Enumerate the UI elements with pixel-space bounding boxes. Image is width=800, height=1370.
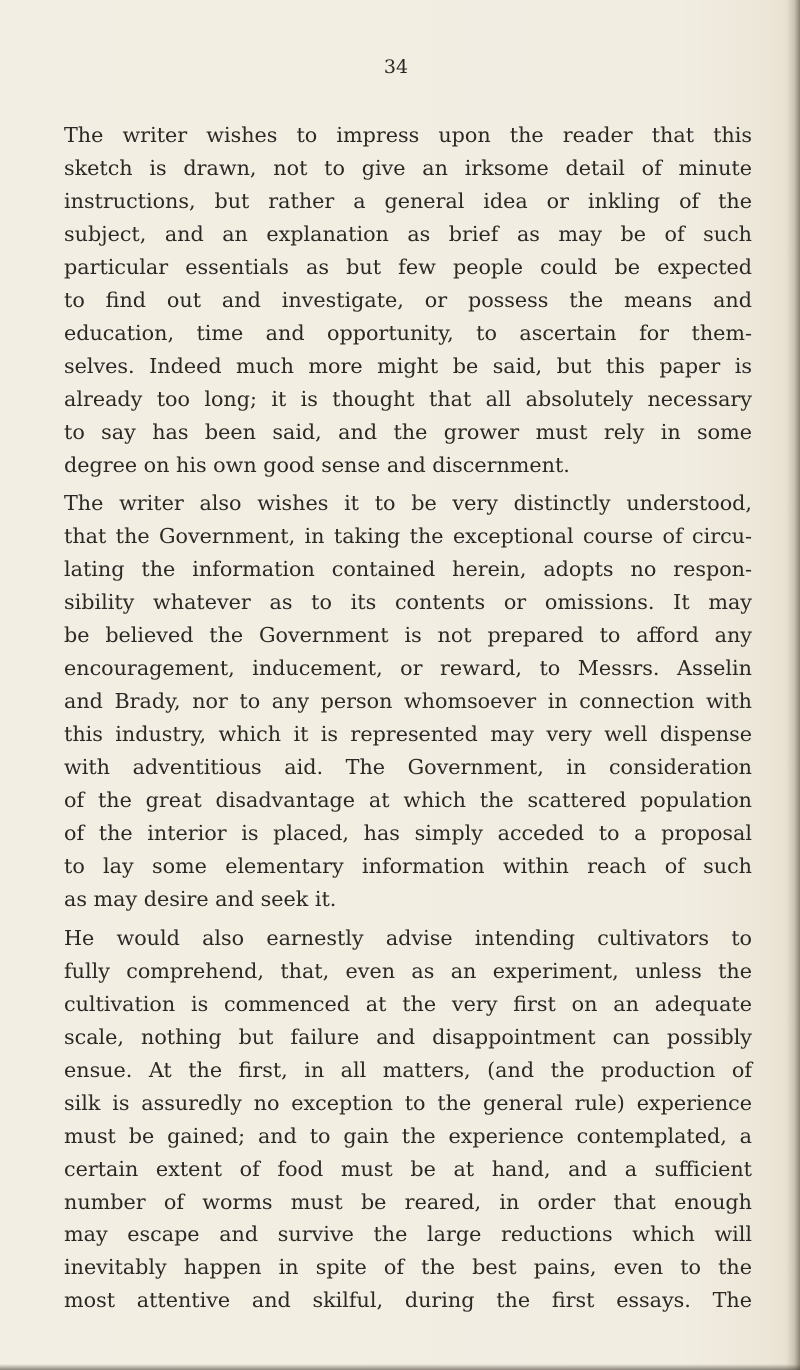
page-bottom-shadow: [0, 1364, 800, 1370]
text-line: particular essentials as but few people could be expected: [64, 254, 752, 279]
text-line: that the Government, in taking the exceptional course of circu-: [64, 524, 752, 549]
text-line: to lay some elementary information within reach of such: [64, 853, 752, 878]
text-line: and Brady, nor to any person whomsoever in connection with: [64, 689, 752, 714]
text-line: this industry, which it is represented may very well dispense: [64, 722, 752, 747]
paragraph-2: [64, 487, 752, 915]
text-line: The writer also wishes it to be very distinctly understood,: [64, 491, 752, 516]
text-line: subject, and an explanation as brief as may be of such: [64, 221, 752, 246]
body-text: [64, 119, 752, 1317]
text-line: may escape and survive the large reductions which will: [64, 1222, 752, 1247]
text-line: as may desire and seek it.: [64, 886, 337, 911]
text-line: cultivation is commenced at the very first on an adequate: [64, 991, 752, 1016]
text-line: silk is assuredly no exception to the general rule) experience: [64, 1090, 752, 1115]
text-line: be believed the Government is not prepared to afford any: [64, 623, 752, 648]
text-line: degree on his own good sense and discernment.: [64, 452, 570, 477]
text-line: The writer wishes to impress upon the reader that this: [64, 123, 752, 147]
text-line: selves. Indeed much more might be said, but this paper is: [64, 353, 752, 378]
text-line: instructions, but rather a general idea or inkling of the: [64, 188, 752, 213]
page-number: 34: [383, 56, 409, 78]
text-line: with adventitious aid. The Government, in consideration: [64, 755, 752, 780]
text-line: most attentive and skilful, during the first essays. The: [64, 1288, 752, 1313]
paragraph-1: [64, 119, 752, 481]
paragraph-3: [64, 922, 752, 1317]
text-line: sketch is drawn, not to give an irksome detail of minute: [64, 155, 752, 180]
text-line: ensue. At the first, in all matters, (and the production of: [64, 1057, 752, 1082]
text-line: education, time and opportunity, to ascertain for them-: [64, 320, 752, 345]
text-line: fully comprehend, that, even as an experiment, unless the: [64, 958, 752, 983]
text-line: must be gained; and to gain the experience contemplated, a: [64, 1123, 752, 1148]
text-line: sibility whatever as to its contents or omissions. It may: [64, 590, 752, 615]
text-line: of the interior is placed, has simply acceded to a proposal: [64, 821, 752, 846]
text-line: lating the information contained herein, adopts no respon-: [64, 557, 752, 582]
text-line: number of worms must be reared, in order that enough: [64, 1189, 752, 1214]
text-line: already too long; it is thought that all absolutely necessary: [64, 386, 752, 411]
text-line: encouragement, inducement, or reward, to Messrs. Asselin: [64, 656, 752, 681]
page-edge-shadow: [786, 0, 800, 1370]
text-line: inevitably happen in spite of the best pains, even to the: [64, 1255, 752, 1280]
text-line: scale, nothing but failure and disappointment can possibly: [64, 1024, 752, 1049]
text-line: to find out and investigate, or possess the means and: [64, 287, 752, 312]
text-line: He would also earnestly advise intending cultivators to: [64, 925, 752, 950]
text-line: of the great disadvantage at which the scattered population: [64, 788, 752, 813]
text-line: to say has been said, and the grower must rely in some: [64, 419, 752, 444]
text-line: certain extent of food must be at hand, and a sufficient: [64, 1156, 752, 1181]
